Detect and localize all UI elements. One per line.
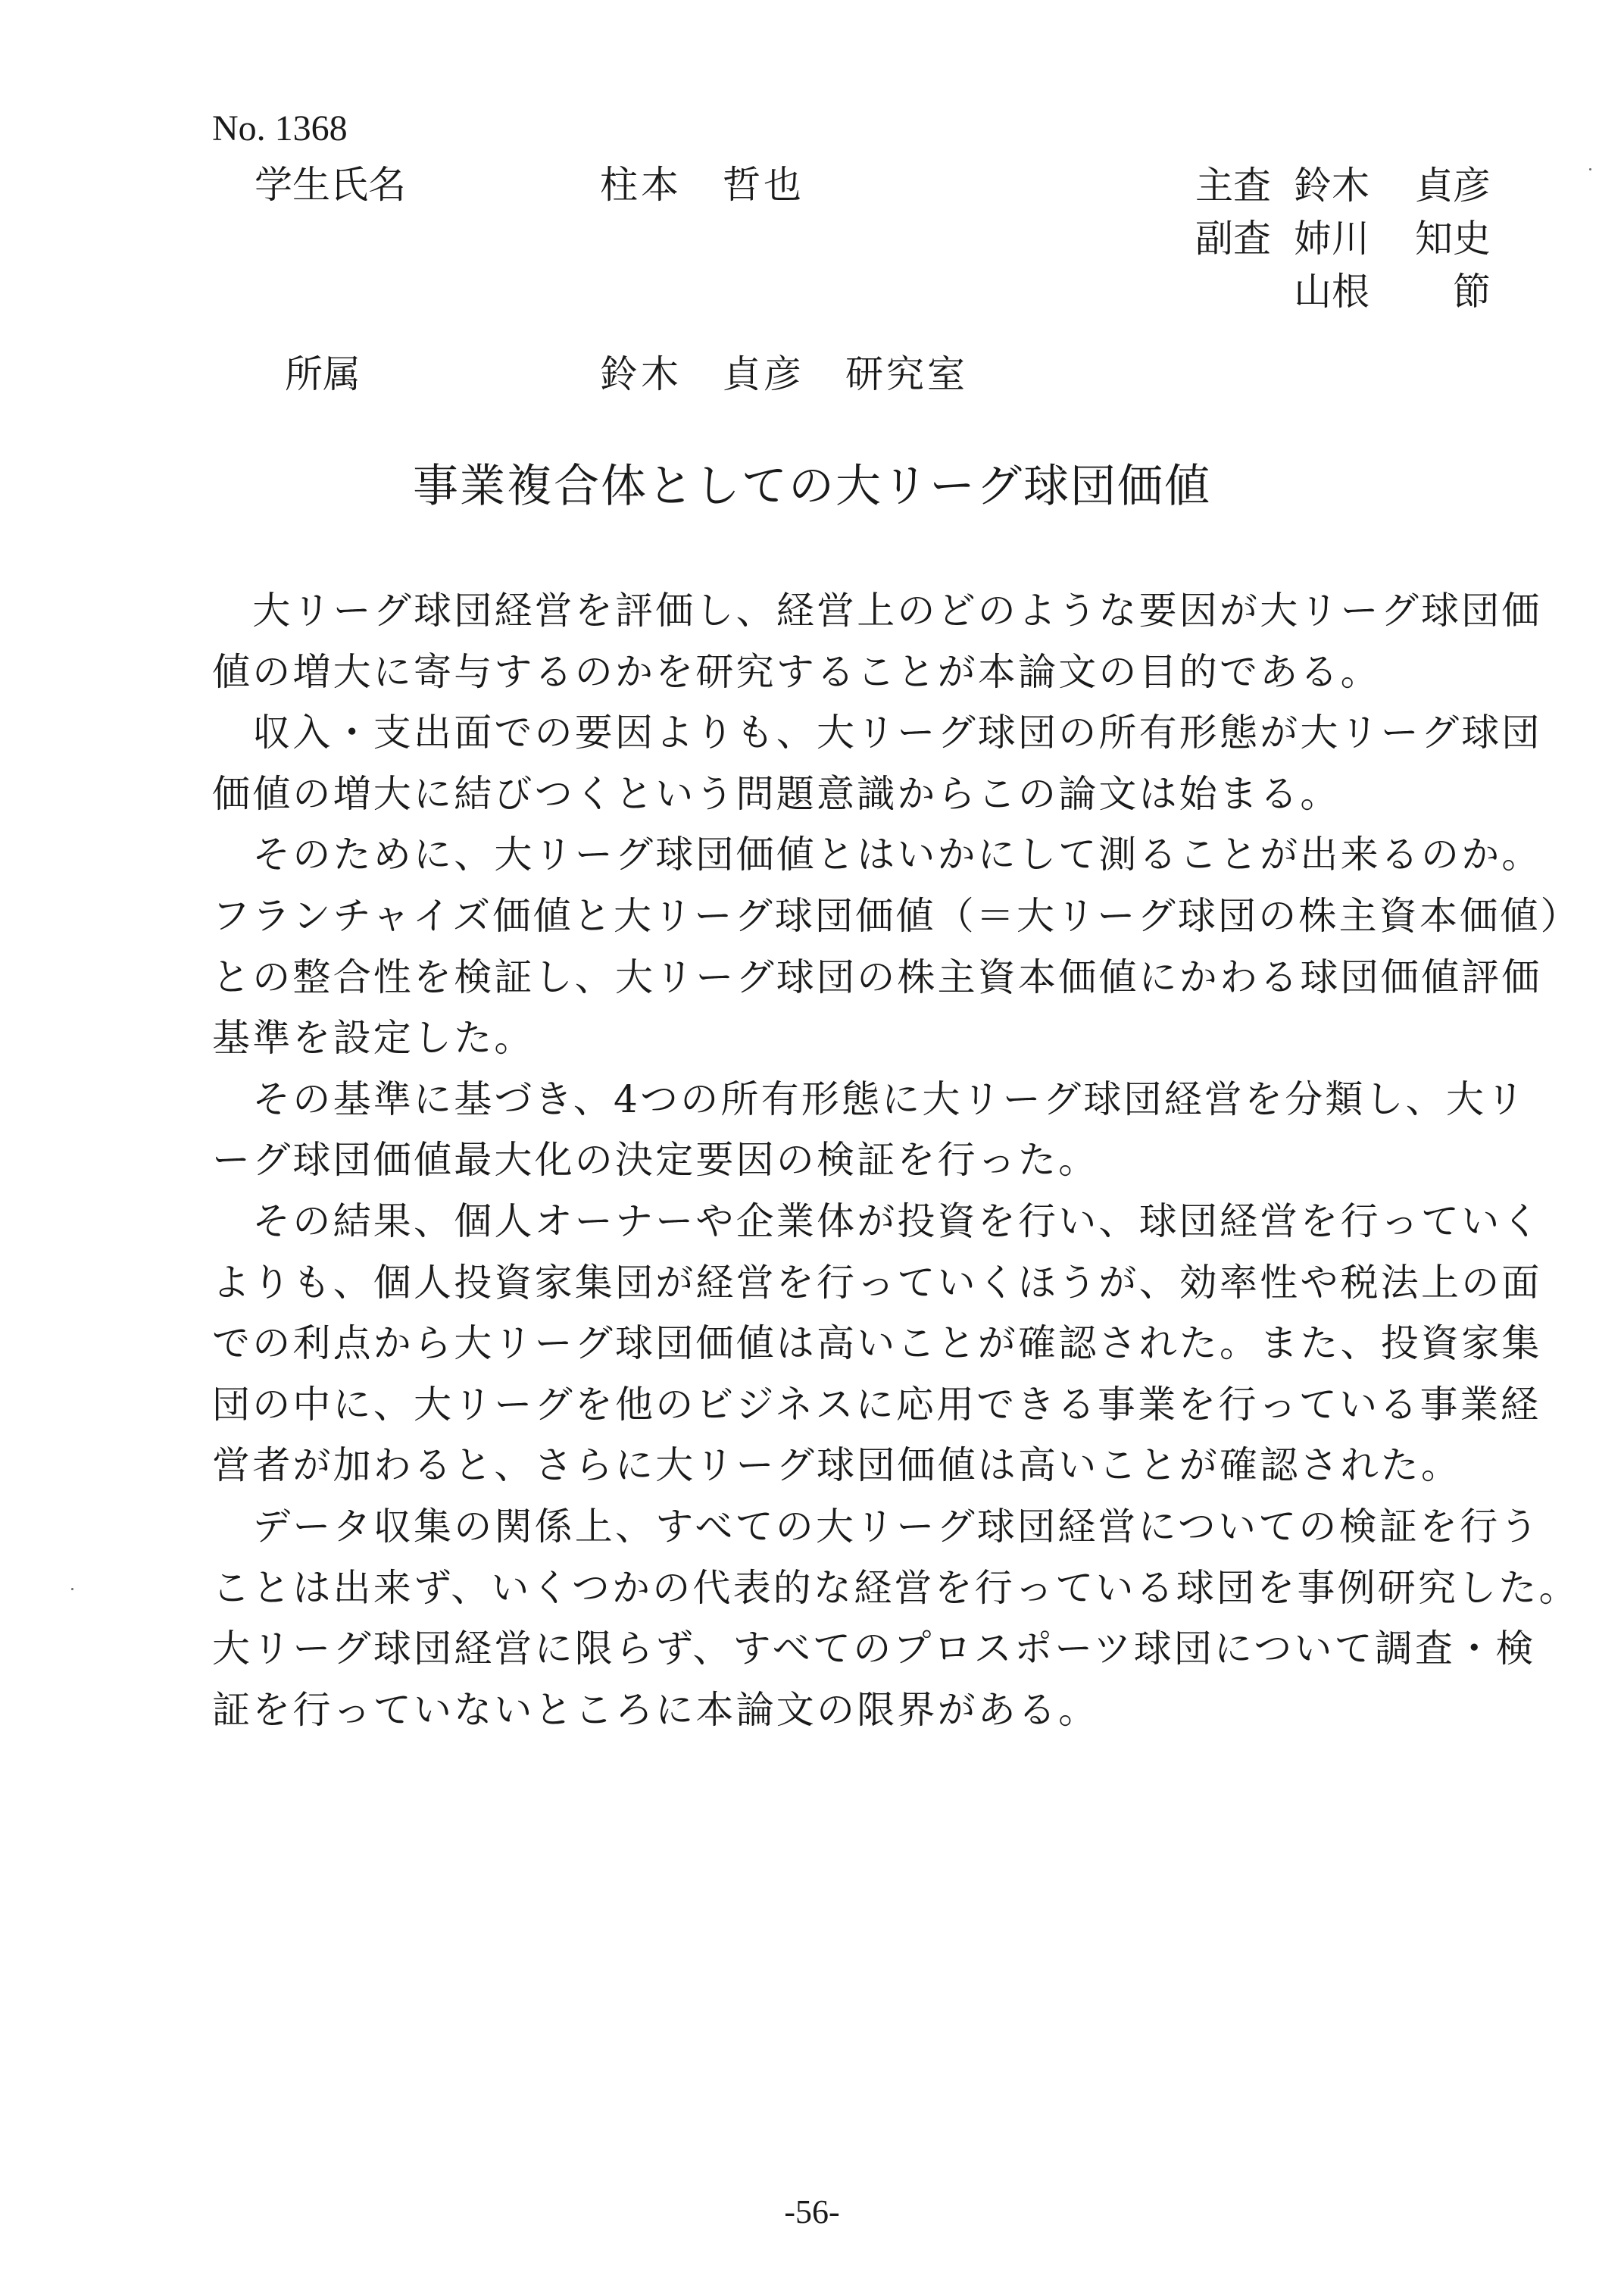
body-line: との整合性を検証し、大リーグ球団の株主資本価値にかわる球団価値評価 bbox=[212, 955, 1542, 999]
examiner-role: 主査 bbox=[1195, 164, 1271, 208]
examiner-row bbox=[1195, 159, 1491, 212]
body-line: 大リーグ球団経営を評価し、経営上のどのような要因が大リーグ球団価 bbox=[212, 589, 1542, 633]
abstract-body bbox=[212, 580, 1581, 1740]
scan-speck bbox=[1589, 168, 1591, 170]
body-line: 証を行っていないところに本論文の限界がある。 bbox=[212, 1687, 1099, 1732]
body-line: そのために、大リーグ球団価値とはいかにして測ることが出来るのか。 bbox=[212, 833, 1542, 877]
body-line: 収入・支出面での要因よりも、大リーグ球団の所有形態が大リーグ球団 bbox=[212, 711, 1542, 755]
document-number: No. 1368 bbox=[212, 108, 348, 148]
student-name: 柱本 哲也 bbox=[600, 163, 804, 207]
examiner-given-name: 知史 bbox=[1415, 217, 1491, 261]
examiners-block bbox=[1195, 159, 1491, 318]
body-line: 価値の増大に結びつくという問題意識からこの論文は始まる。 bbox=[212, 771, 1341, 816]
body-line: 大リーグ球団経営に限らず、すべてのプロスポーツ球団について調査・検 bbox=[212, 1627, 1536, 1671]
examiner-row bbox=[1195, 265, 1491, 318]
affiliation-value: 鈴木 貞彦 研究室 bbox=[600, 352, 968, 396]
scan-speck bbox=[71, 1588, 73, 1590]
examiner-family-name: 姉川 bbox=[1294, 217, 1369, 261]
thesis-title: 事業複合体としての大リーグ球団価値 bbox=[413, 460, 1211, 513]
examiner-row bbox=[1195, 212, 1491, 265]
body-line: データ収集の関係上、すべての大リーグ球団経営についての検証を行う bbox=[212, 1504, 1541, 1549]
examiner-family-name: 鈴木 bbox=[1294, 164, 1369, 208]
student-name-label: 学生氏名 bbox=[255, 163, 406, 207]
examiner-family-name: 山根 bbox=[1294, 270, 1369, 314]
examiner-given-name: 貞彦 bbox=[1415, 164, 1491, 208]
body-line: よりも、個人投資家集団が経営を行っていくほうが、効率性や税法上の面 bbox=[212, 1260, 1542, 1305]
affiliation-label: 所属 bbox=[285, 352, 361, 396]
body-line: 基準を設定した。 bbox=[212, 1016, 535, 1061]
body-line: 値の増大に寄与するのかを研究することが本論文の目的である。 bbox=[212, 649, 1381, 694]
body-line: ーグ球団価値最大化の決定要因の検証を行った。 bbox=[212, 1138, 1099, 1183]
page-number: -56- bbox=[784, 2193, 840, 2230]
body-line: での利点から大リーグ球団価値は高いことが確認された。また、投資家集 bbox=[212, 1321, 1542, 1366]
body-line: その基準に基づき、4つの所有形態に大リーグ球団経営を分類し、大リ bbox=[212, 1077, 1527, 1121]
body-line: ことは出来ず、いくつかの代表的な経営を行っている球団を事例研究した。 bbox=[212, 1565, 1579, 1610]
body-line: 団の中に、大リーグを他のビジネスに応用できる事業を行っている事業経 bbox=[212, 1382, 1541, 1427]
examiner-role: 副査 bbox=[1195, 217, 1271, 261]
body-line: 営者が加わると、さらに大リーグ球団価値は高いことが確認された。 bbox=[212, 1443, 1462, 1488]
body-line: フランチャイズ価値と大リーグ球団価値（＝大リーグ球団の株主資本価値） bbox=[212, 893, 1581, 938]
examiner-given-name: 節 bbox=[1453, 270, 1491, 314]
body-line: その結果、個人オーナーや企業体が投資を行い、球団経営を行っていく bbox=[212, 1199, 1542, 1243]
